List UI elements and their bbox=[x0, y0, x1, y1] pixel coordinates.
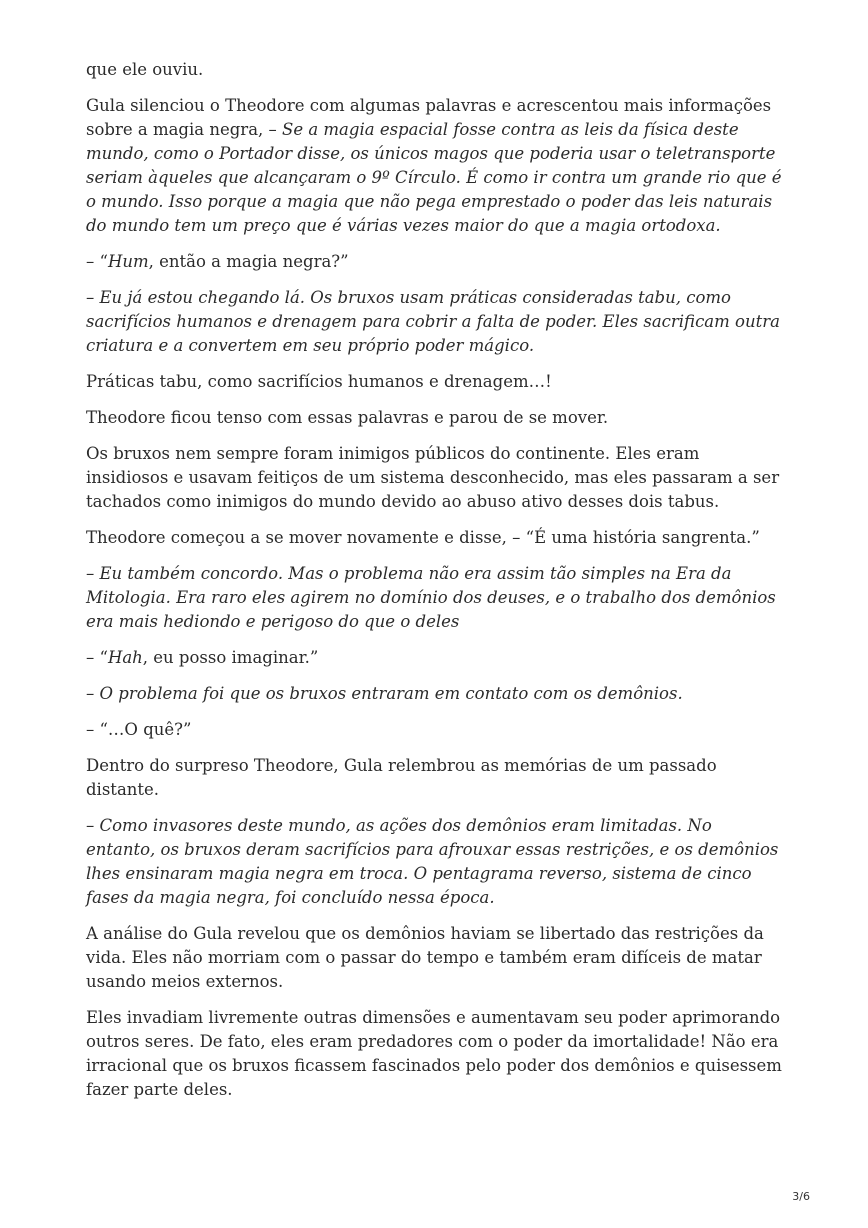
paragraph: – “Hum, então a magia negra?” bbox=[86, 252, 349, 271]
document-body bbox=[86, 58, 786, 1114]
paragraph: – “Hah, eu posso imaginar.” bbox=[86, 648, 319, 667]
paragraph: – “…O quê?” bbox=[86, 720, 192, 739]
paragraph: A análise do Gula revelou que os demônios haviam se libertado das restrições da vida. Eles não morriam com o passar do tempo e também eram difíceis de matar usando meios externos. bbox=[86, 924, 764, 991]
paragraph: Gula silenciou o Theodore com algumas palavras e acrescentou mais informações sobre a magia negra, – Se a magia espacial fosse contra as leis da física deste mundo, como o Portador disse, os únicos magos que poderia usar o teletransporte seriam àqueles que alcançaram o 9º Círculo. É como ir contra um grande rio que é o mundo. Isso porque a magia que não pega emprestado o poder das leis naturais do mundo tem um preço que é várias vezes maior do que a magia ortodoxa. bbox=[86, 96, 782, 235]
paragraph: Os bruxos nem sempre foram inimigos públicos do continente. Eles eram insidiosos e usavam feitiços de um sistema desconhecido, mas eles passaram a ser tachados como inimigos do mundo devido ao abuso ativo desses dois tabus. bbox=[86, 444, 780, 511]
paragraph: – Como invasores deste mundo, as ações dos demônios eram limitadas. No entanto, os bruxos deram sacrifícios para afrouxar essas restrições, e os demônios lhes ensinaram magia negra em troca. O pentagrama reverso, sistema de cinco fases da magia negra, foi concluído nessa época. bbox=[86, 816, 779, 907]
paragraph: – Eu também concordo. Mas o problema não era assim tão simples na Era da Mitologia. Era raro eles agirem no domínio dos deuses, e o trabalho dos demônios era mais hediondo e perigoso do que o deles bbox=[86, 564, 776, 631]
paragraph: Theodore começou a se mover novamente e disse, – “É uma história sangrenta.” bbox=[86, 528, 760, 547]
paragraph: Eles invadiam livremente outras dimensões e aumentavam seu poder aprimorando outros seres. De fato, eles eram predadores com o poder da imortalidade! Não era irracional que os bruxos ficassem fascinados pelo poder dos demônios e quisessem fazer parte deles. bbox=[86, 1008, 782, 1099]
paragraph: que ele ouviu. bbox=[86, 60, 204, 79]
paragraph: – O problema foi que os bruxos entraram em contato com os demônios. bbox=[86, 684, 683, 703]
paragraph: Theodore ficou tenso com essas palavras e parou de se mover. bbox=[86, 408, 609, 427]
page-number: 3/6 bbox=[792, 1190, 810, 1203]
paragraph: Práticas tabu, como sacrifícios humanos e drenagem…! bbox=[86, 372, 552, 391]
paragraph: Dentro do surpreso Theodore, Gula relembrou as memórias de um passado distante. bbox=[86, 756, 717, 799]
paragraph: – Eu já estou chegando lá. Os bruxos usam práticas consideradas tabu, como sacrifícios humanos e drenagem para cobrir a falta de poder. Eles sacrificam outra criatura e a convertem em seu próprio poder mágico. bbox=[86, 288, 780, 355]
